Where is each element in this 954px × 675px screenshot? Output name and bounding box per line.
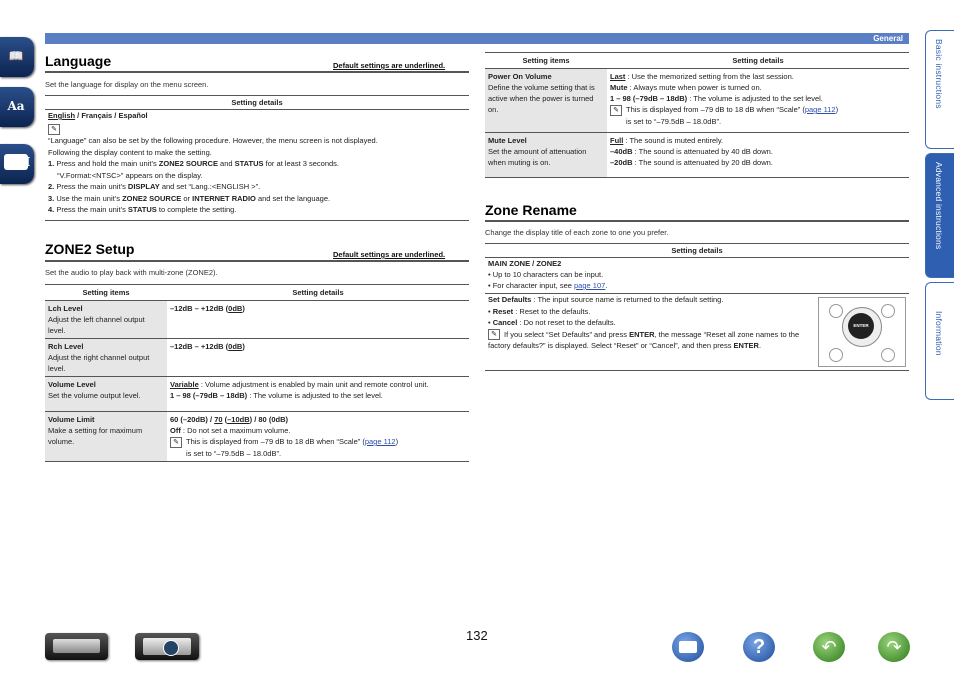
back-arrow-icon[interactable]: ↶	[813, 632, 845, 662]
page-link[interactable]: page 107	[574, 281, 606, 290]
page-link[interactable]: page 112	[364, 437, 396, 446]
memo-icon: ✎	[488, 329, 500, 340]
language-step-2: 2. Press the main unit’s DISPLAY and set “Lang.:<ENGLISH >”.	[48, 182, 261, 192]
zone2-col-items: Setting items	[45, 285, 167, 301]
language-memo-2: Following the display content to make the setting.	[48, 147, 212, 157]
zone2-col-details: Setting details	[167, 285, 469, 301]
help-question-icon[interactable]: ?	[743, 632, 775, 662]
setting-desc: Set the volume output level.	[48, 391, 141, 400]
setting-name: Rch Level	[48, 342, 84, 351]
zone2-title: ZONE2 Setup	[45, 241, 135, 257]
enter-button-icon: ENTER	[848, 313, 874, 339]
option-others: / Français / Español	[75, 111, 148, 120]
memo-icon: ✎	[170, 437, 182, 448]
set-defaults-cell	[485, 294, 909, 371]
receiver-icon[interactable]	[45, 633, 108, 660]
book-icon[interactable]	[0, 37, 34, 77]
gui-icon[interactable]	[0, 144, 34, 184]
page-link[interactable]: page 112	[804, 105, 836, 114]
zone2-defaults-note: Default settings are underlined.	[333, 250, 446, 259]
language-table-header: Setting details	[45, 95, 469, 110]
page-number: 132	[466, 628, 488, 643]
forward-arrow-icon[interactable]: ↷	[878, 632, 910, 662]
divider	[45, 260, 469, 262]
tab-advanced-label: Advanced instructions	[934, 162, 944, 250]
memo-icon: ✎	[610, 105, 622, 116]
tab-information-label: Information	[934, 311, 944, 356]
zone-rename-description: Change the display title of each zone to one you prefer.	[485, 228, 669, 237]
remote-cursor-illustration	[818, 297, 906, 367]
divider	[485, 220, 909, 222]
gui-glyph: GUI	[4, 155, 31, 169]
table-row: Volume Limit Make a setting for maximum volume. 60 (–20dB) / 70 (–10dB) / 80 (0dB) Off : Do not set a maximum volume. ✎ This is displayed from –79 dB to 18 dB when “Scale” (page 112) is set to “–79.5dB – 18.0dB”.	[45, 412, 469, 462]
table-row: Volume Level Set the volume output level. Variable : Volume adjustment is enabled by main unit and remote control unit. 1 – 98 (–79dB – 18dB) : The volume is adjusted to the set level.	[45, 377, 469, 412]
font-glyph: Aa	[7, 99, 25, 113]
memo-icon: ✎	[48, 124, 60, 135]
tab-basic-instructions[interactable]	[925, 30, 954, 149]
language-step-3: 3. Use the main unit’s ZONE2 SOURCE or INTERNET RADIO and set the language.	[48, 193, 331, 203]
language-defaults-note: Default settings are underlined.	[333, 61, 446, 70]
set-defaults-line: Set Defaults : The input source name is returned to the default setting.	[488, 295, 724, 304]
right-settings-table	[485, 52, 909, 178]
table-row: Mute Level Set the amount of attenuation when muting is on. Full : The sound is muted entirely. –40dB : The sound is attenuated by 40 dB down. –20dB : The sound is attenuated by 20 dB down.	[485, 133, 909, 178]
language-step-4: 4. Press the main unit’s STATUS to complete the setting.	[48, 205, 237, 215]
table-row: Lch Level Adjust the left channel output level. –12dB – +12dB (0dB)	[45, 301, 469, 339]
option-english: English	[48, 111, 76, 120]
language-details	[45, 110, 469, 221]
right-col-details: Setting details	[607, 53, 909, 69]
zone-rename-table-header: Setting details	[485, 243, 909, 258]
tab-advanced-instructions[interactable]	[925, 153, 954, 278]
language-options	[45, 110, 469, 122]
language-description: Set the language for display on the menu screen.	[45, 80, 209, 89]
font-icon[interactable]	[0, 87, 34, 127]
table-row: Rch Level Adjust the right channel output level. –12dB – +12dB (0dB)	[45, 339, 469, 377]
setting-desc: Make a setting for maximum volume.	[48, 426, 143, 446]
zone-rename-title: Zone Rename	[485, 202, 577, 218]
section-bar	[45, 33, 909, 44]
contents-book-icon[interactable]	[672, 632, 704, 662]
table-row: Power On Volume Define the volume setting that is active when the power is turned on. Last : Use the memorized setting from the last session. Mute : Always mute when power is turned on. 1 – 98 (–79dB – 18dB) : The volume is adjusted to the set level. ✎ This is displayed from –79 dB to 18 dB when “Scale” (page 112) is set to “–79.5dB – 18.0dB”.	[485, 69, 909, 133]
right-col-items: Setting items	[485, 53, 607, 69]
zone-rename-memo: ✎ If you select “Set Defaults” and press ENTER, the message “Reset all zone names to the factory defaults?” is displayed. Select “Reset” or “Cancel”, and then press ENTER.	[488, 329, 800, 351]
setting-name: Mute Level	[488, 136, 527, 145]
setting-name: Volume Limit	[48, 415, 95, 424]
language-title: Language	[45, 53, 112, 69]
language-memo-1: “Language” can also be set by the following procedure. However, the menu screen is not displayed.	[48, 136, 378, 146]
divider	[45, 71, 469, 73]
bullet-chars: • Up to 10 characters can be input.	[488, 270, 604, 279]
zone2-table	[45, 284, 469, 462]
setting-desc: Set the amount of attenuation when muting is on.	[488, 147, 587, 167]
setting-name: Volume Level	[48, 380, 96, 389]
setting-desc: Adjust the right channel output level.	[48, 353, 150, 373]
setting-name: Lch Level	[48, 304, 83, 313]
language-step-1-sub: “V.Format:<NTSC>” appears on the display.	[57, 170, 203, 180]
bullet-char-input: • For character input, see page 107.	[488, 281, 608, 290]
book-glyph: 📖	[8, 49, 24, 63]
setting-name: Power On Volume	[488, 72, 552, 81]
setting-desc: Define the volume setting that is active when the power is turned on.	[488, 83, 595, 114]
remote-icon[interactable]	[135, 633, 199, 660]
setting-desc: Adjust the left channel output level.	[48, 315, 145, 335]
tab-information[interactable]	[925, 282, 954, 400]
cancel-line: • Cancel : Do not reset to the defaults.	[488, 318, 616, 327]
zone2-description: Set the audio to play back with multi-zone (ZONE2).	[45, 268, 218, 277]
reset-line: • Reset : Reset to the defaults.	[488, 306, 591, 316]
language-step-1: 1. Press and hold the main unit’s ZONE2 SOURCE and STATUS for at least 3 seconds.	[48, 159, 340, 169]
zone-rename-main-cell	[485, 258, 909, 294]
main-zone-label: MAIN ZONE / ZONE2	[488, 259, 562, 268]
tab-basic-label: Basic instructions	[934, 39, 944, 109]
section-label: General	[873, 34, 903, 43]
